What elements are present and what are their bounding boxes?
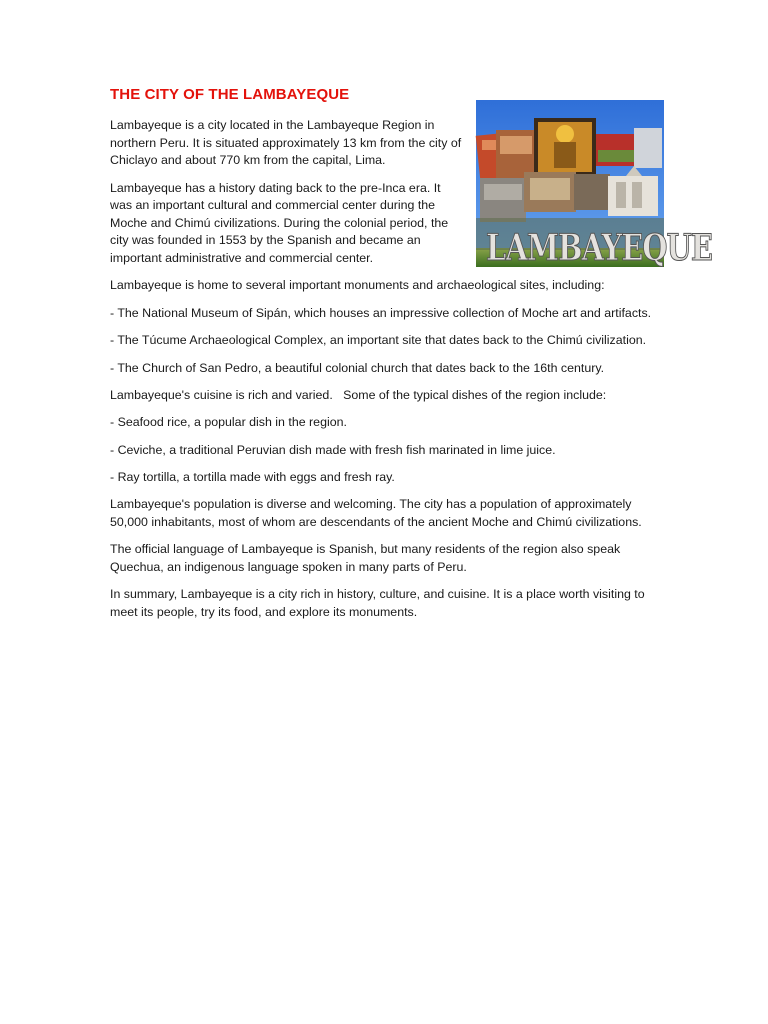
list-item-seafood-rice: - Seafood rice, a popular dish in the region. (110, 415, 347, 430)
list-item-ray-tortilla: - Ray tortilla, a tortilla made with eggs and fresh ray. (110, 470, 395, 485)
document-body (110, 117, 712, 631)
paragraph-language: The official language of Lambayeque is Spanish, but many residents of the region also speak Quechua, an indigenous language spoken in many parts of Peru. (110, 542, 621, 575)
collage-graphic (476, 100, 712, 269)
paragraph-population: Lambayeque's population is diverse and welcoming. The city has a population of approximately 50,000 inhabitants, most of whom are descendants of the ancient Moche and Chimú civilizations. (110, 497, 642, 530)
list-item-church: - The Church of San Pedro, a beautiful colonial church that dates back to the 16th century. (110, 360, 605, 375)
list-item-tucume: - The Túcume Archaeological Complex, an important site that dates back to the Chimú civilization. (110, 333, 647, 348)
paragraph-history: Lambayeque has a history dating back to the pre-Inca era. It was an important cultural and commercial center during the Moche and Chimú civilizations. During the colonial period, the city was founded in 1553 by the Spanish and became an important administrative and commercial center. (110, 180, 449, 265)
document-title: THE CITY OF THE LAMBAYEQUE (110, 86, 350, 103)
paragraph-cuisine: Lambayeque's cuisine is rich and varied. Some of the typical dishes of the region include: (110, 387, 607, 402)
paragraph-summary: In summary, Lambayeque is a city rich in history, culture, and cuisine. It is a place worth visiting to meet its people, try its food, and explore its monuments. (110, 587, 645, 620)
list-item-ceviche: - Ceviche, a traditional Peruvian dish made with fresh fish marinated in lime juice. (110, 442, 556, 457)
collage-word: LAMBAYEQUE (486, 225, 712, 269)
lambayeque-collage-image (476, 100, 712, 269)
list-item-museum: - The National Museum of Sipán, which houses an impressive collection of Moche art and artifacts. (110, 305, 652, 320)
paragraph-intro: Lambayeque is a city located in the Lambayeque Region in northern Peru. It is situated approximately 13 km from the city of Chiclayo and about 770 km from the capital, Lima. (110, 118, 462, 168)
paragraph-monuments: Lambayeque is home to several important monuments and archaeological sites, including: (110, 278, 605, 293)
